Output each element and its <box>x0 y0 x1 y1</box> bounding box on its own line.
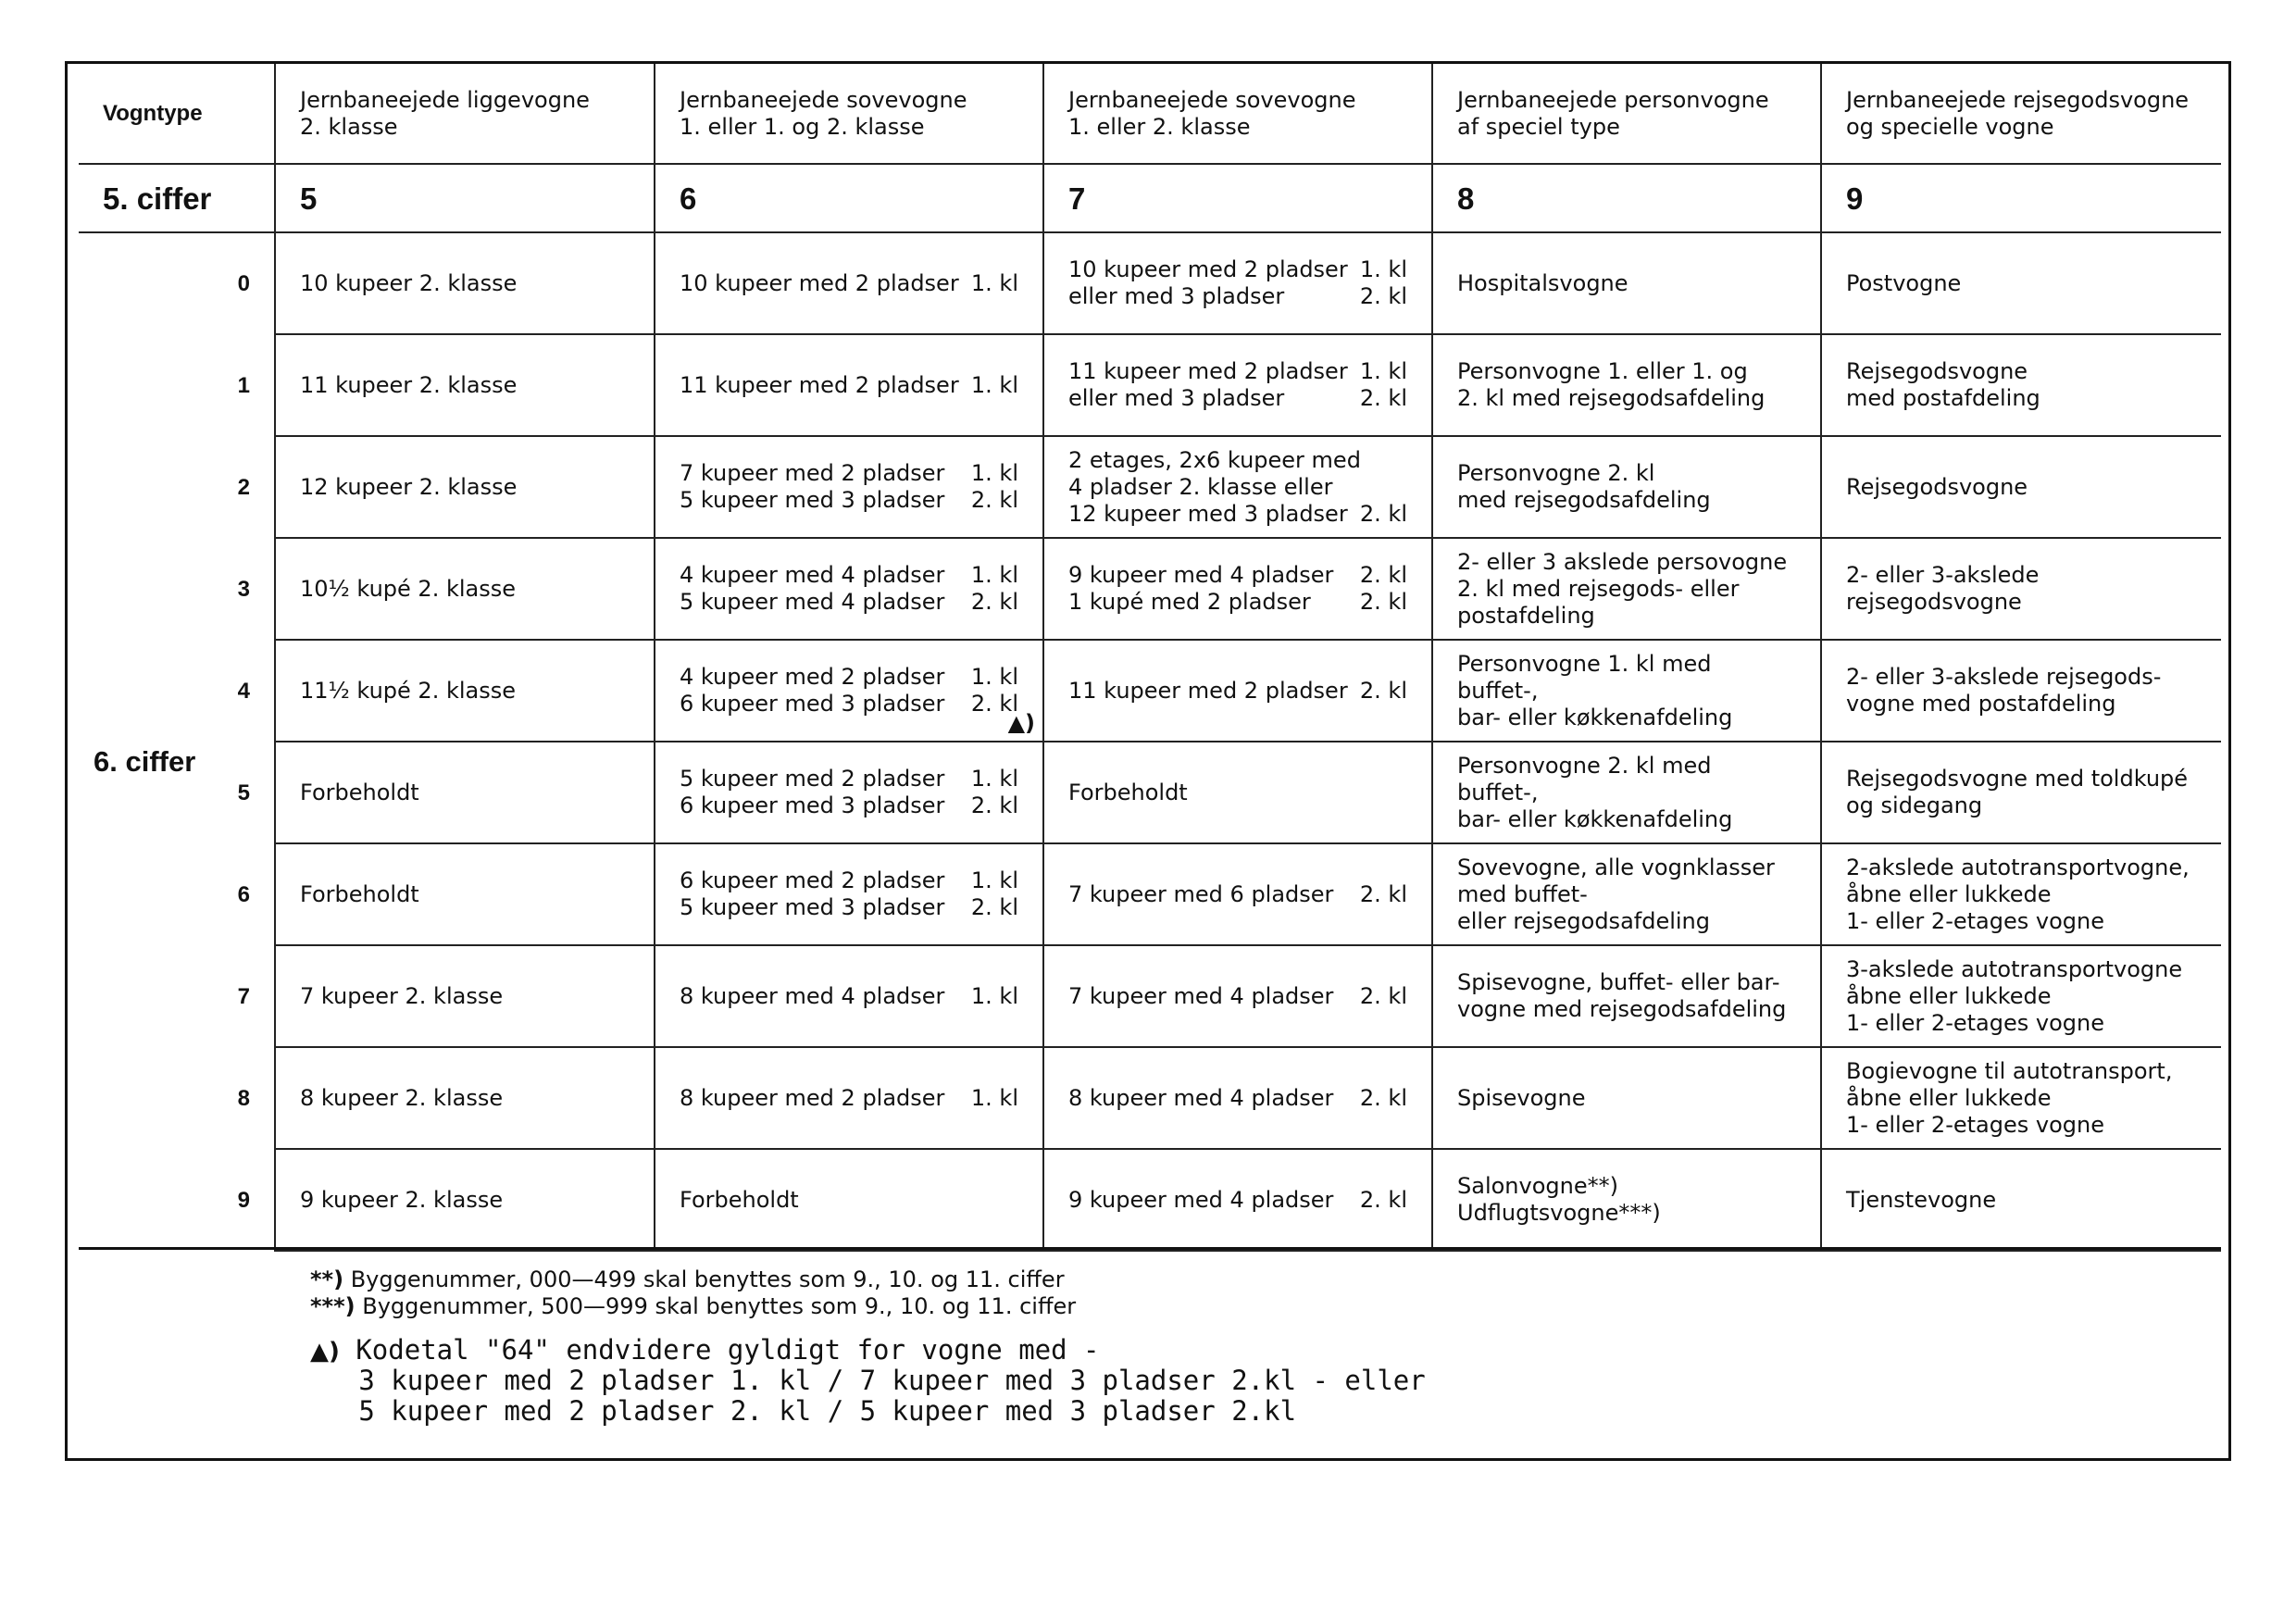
cell-line <box>1846 1010 2197 1037</box>
table-cell <box>1821 334 2221 436</box>
cell-text: 6 kupeer med 3 pladser <box>680 792 945 818</box>
table-row <box>79 640 2221 742</box>
cell-text: 5 kupeer med 3 pladser <box>680 894 945 920</box>
cell-line <box>1068 562 1407 589</box>
cell-line <box>680 589 1018 616</box>
table-cell <box>655 742 1043 843</box>
cell-line <box>1068 678 1407 705</box>
cell-line <box>1068 1187 1407 1214</box>
cell-class: 2. kl <box>1359 1084 1407 1111</box>
cell-line <box>1846 908 2197 935</box>
table-cell <box>655 1149 1043 1251</box>
table-cell <box>655 843 1043 945</box>
cell-class: 1. kl <box>970 269 1018 296</box>
table-cell <box>1821 1149 2221 1251</box>
cell-line <box>1457 549 1796 576</box>
cell-text: 10 kupeer med 2 pladser <box>680 269 959 296</box>
cell-line <box>1068 283 1407 310</box>
cell-line <box>300 881 630 908</box>
cell-text: 7 kupeer med 4 pladser <box>1068 982 1334 1009</box>
cell-text: Postvogne <box>1846 269 1962 296</box>
table-cell <box>1432 640 1821 742</box>
cell-class: 2. kl <box>970 691 1018 717</box>
cell-text: Forbeholdt <box>300 779 419 805</box>
cell-line <box>1457 1085 1796 1112</box>
cell-line <box>1457 1173 1796 1200</box>
cell-text: Tjenstevogne <box>1846 1186 1997 1213</box>
cell-line <box>1457 487 1796 514</box>
cell-line <box>1846 881 2197 908</box>
cell-text: eller rejsegodsafdeling <box>1457 907 1710 934</box>
cell-line <box>680 691 1018 717</box>
cell-line <box>1846 1085 2197 1112</box>
cell-line <box>1846 358 2197 385</box>
cell-text: 9 kupeer 2. klasse <box>300 1186 504 1213</box>
header-col-8: Jernbaneejede personvogne af speciel type <box>1432 64 1821 164</box>
cell-line <box>1068 474 1407 501</box>
cell-text: 4 kupeer med 2 pladser <box>680 664 945 690</box>
cell-line <box>300 983 630 1010</box>
table-cell <box>1821 232 2221 334</box>
cell-class: 2. kl <box>1359 385 1407 411</box>
table-cell <box>1043 742 1432 843</box>
fifth-digit-value: 9 <box>1821 164 2221 232</box>
cell-text: med rejsegodsafdeling <box>1457 487 1711 513</box>
cell-text: Personvogne 1. kl med buffet-, <box>1457 650 1712 704</box>
cell-text: 1- eller 2-etages vogne <box>1846 1009 2104 1036</box>
cell-text: 9 kupeer med 4 pladser <box>1068 562 1334 588</box>
cell-text: Personvogne 2. kl <box>1457 460 1655 486</box>
cell-line <box>300 474 630 501</box>
sixth-digit-value: 7 <box>79 945 275 1047</box>
table-cell <box>1821 538 2221 640</box>
cell-line <box>1457 705 1796 731</box>
cell-text: 6 kupeer med 2 pladser <box>680 867 945 893</box>
table-cell <box>1821 640 2221 742</box>
cell-text: 10½ kupé 2. klasse <box>300 575 517 602</box>
cell-line <box>680 562 1018 589</box>
cell-line <box>300 780 630 806</box>
table-cell <box>1432 945 1821 1047</box>
table-cell <box>1043 538 1432 640</box>
cell-text: bar- eller køkkenafdeling <box>1457 704 1733 730</box>
table-row <box>79 843 2221 945</box>
sixth-digit-value: 0 <box>79 232 275 334</box>
table-cell <box>1043 436 1432 538</box>
header-row <box>79 64 2221 164</box>
table-cell <box>655 232 1043 334</box>
cell-line <box>1457 651 1796 705</box>
cell-line <box>1068 501 1407 528</box>
sixth-digit-value: 3 <box>79 538 275 640</box>
cell-text: Spisevogne <box>1457 1084 1586 1111</box>
cell-class: 1. kl <box>970 371 1018 398</box>
cell-line <box>1846 855 2197 881</box>
cell-line <box>680 894 1018 921</box>
cell-text: 4 pladser 2. klasse eller <box>1068 473 1333 500</box>
cell-line <box>300 372 630 399</box>
fifth-digit-row <box>79 164 2221 232</box>
cell-line <box>1846 270 2197 297</box>
table-row <box>79 1047 2221 1149</box>
table-cell <box>655 640 1043 742</box>
cell-line <box>1068 983 1407 1010</box>
cell-line <box>1846 691 2197 717</box>
header-col-6: Jernbaneejede sovevogne 1. eller 1. og 2. klasse <box>655 64 1043 164</box>
cell-text: åbne eller lukkede <box>1846 982 2052 1009</box>
cell-text: 12 kupeer med 3 pladser <box>1068 500 1348 527</box>
table-row <box>79 945 2221 1047</box>
cell-text: 5 kupeer med 3 pladser <box>680 487 945 513</box>
table-row <box>79 1149 2221 1251</box>
table-cell <box>275 232 655 334</box>
cell-line <box>1457 1200 1796 1227</box>
cell-line <box>1457 603 1796 630</box>
cell-text: 7 kupeer med 6 pladser <box>1068 880 1334 907</box>
cell-line <box>1846 983 2197 1010</box>
cell-class: 1. kl <box>970 867 1018 893</box>
cell-line <box>680 792 1018 819</box>
cell-class: 1. kl <box>970 664 1018 690</box>
cell-line <box>1846 792 2197 819</box>
cell-text: Rejsegodsvogne <box>1846 358 2028 384</box>
cell-text: eller med 3 pladser <box>1068 385 1285 411</box>
cell-line <box>1068 256 1407 283</box>
cell-class: 2. kl <box>1359 1186 1407 1213</box>
sixth-digit-value: 9 <box>79 1149 275 1251</box>
footnote-3-mark: ▲) <box>310 1338 340 1366</box>
cell-class: 2. kl <box>1359 283 1407 309</box>
table-cell <box>1043 945 1432 1047</box>
fifth-digit-value: 7 <box>1043 164 1432 232</box>
cell-text: 2- eller 3 akslede persovogne <box>1457 548 1788 575</box>
cell-text: 8 kupeer 2. klasse <box>300 1084 504 1111</box>
cell-text: 2- eller 3-akslede rejsegods- <box>1846 664 2162 690</box>
vehicle-code-table <box>79 64 2221 1252</box>
cell-text: rejsegodsvogne <box>1846 589 2022 615</box>
cell-text: Udflugtsvogne***) <box>1457 1200 1661 1226</box>
header-col-5: Jernbaneejede liggevogne 2. klasse <box>275 64 655 164</box>
cell-line <box>680 487 1018 514</box>
cell-text: 2. kl med rejsegodsafdeling <box>1457 385 1766 411</box>
cell-class: 1. kl <box>970 766 1018 792</box>
cell-text: Salonvogne**) <box>1457 1173 1618 1199</box>
sixth-digit-value: 6 <box>79 843 275 945</box>
cell-line <box>300 1187 630 1214</box>
fifth-digit-value: 8 <box>1432 164 1821 232</box>
cell-text: åbne eller lukkede <box>1846 880 2052 907</box>
cell-text: 1 kupé med 2 pladser <box>1068 589 1311 615</box>
cell-text: Hospitalsvogne <box>1457 269 1628 296</box>
table-cell <box>1821 843 2221 945</box>
table-cell <box>275 1047 655 1149</box>
table-cell <box>275 334 655 436</box>
cell-text: 2-akslede autotransportvogne, <box>1846 854 2190 880</box>
cell-class: 2. kl <box>1359 500 1407 527</box>
table-cell <box>655 436 1043 538</box>
sixth-digit-value: 1 <box>79 334 275 436</box>
table-row <box>79 232 2221 334</box>
cell-line <box>300 576 630 603</box>
table-cell <box>1432 843 1821 945</box>
cell-line <box>1457 385 1796 412</box>
cell-text: med buffet- <box>1457 880 1588 907</box>
cell-class: 2. kl <box>1359 677 1407 704</box>
cell-class: 2. kl <box>970 487 1018 513</box>
cell-text: 7 kupeer med 2 pladser <box>680 460 945 486</box>
table-cell <box>655 538 1043 640</box>
cell-text: 10 kupeer 2. klasse <box>300 269 518 296</box>
cell-text: 11 kupeer med 2 pladser <box>1068 358 1348 384</box>
table-cell <box>1821 436 2221 538</box>
cell-text: Spisevogne, buffet- eller bar- <box>1457 969 1780 995</box>
table-cell <box>275 1149 655 1251</box>
cell-class: 2. kl <box>970 792 1018 818</box>
footnote-2-mark: ***) <box>310 1293 356 1319</box>
cell-line <box>1457 969 1796 996</box>
cell-text: Rejsegodsvogne med toldkupé <box>1846 766 2189 792</box>
cell-class: 2. kl <box>1359 982 1407 1009</box>
footnote-1-mark: **) <box>310 1266 344 1292</box>
cell-line <box>680 664 1018 691</box>
cell-text: Rejsegodsvogne <box>1846 473 2028 500</box>
cell-line <box>1457 806 1796 833</box>
table-row <box>79 334 2221 436</box>
cell-class: 2. kl <box>970 894 1018 920</box>
cell-text: 2- eller 3-akslede <box>1846 562 2040 588</box>
table-cell <box>655 1047 1043 1149</box>
cell-class: 1. kl <box>1359 358 1407 384</box>
cell-text: 11 kupeer med 2 pladser <box>1068 677 1348 704</box>
cell-line <box>1846 956 2197 983</box>
table-cell <box>1043 843 1432 945</box>
footnote-1 <box>310 1266 1065 1293</box>
cell-line <box>1068 881 1407 908</box>
fifth-digit-value: 6 <box>655 164 1043 232</box>
cell-text: 11 kupeer 2. klasse <box>300 371 518 398</box>
fifth-digit-value: 5 <box>275 164 655 232</box>
cell-text: med postafdeling <box>1846 385 2040 411</box>
cell-class: 2. kl <box>970 589 1018 615</box>
cell-text: Sovevogne, alle vognklasser <box>1457 854 1775 880</box>
cell-text: 8 kupeer med 4 pladser <box>680 982 945 1009</box>
footnote-2-text: Byggenummer, 500—999 skal benyttes som 9., 10. og 11. ciffer <box>355 1293 1077 1319</box>
table-cell <box>275 843 655 945</box>
cell-line <box>1457 460 1796 487</box>
footnote-3-line-3: 5 kupeer med 2 pladser 2. kl / 5 kupeer med 3 pladser 2.kl <box>310 1395 1297 1427</box>
cell-line <box>1846 1058 2197 1085</box>
cell-text: 10 kupeer med 2 pladser <box>1068 256 1348 282</box>
cell-text: vogne med rejsegodsafdeling <box>1457 996 1787 1022</box>
cell-text: vogne med postafdeling <box>1846 691 2116 717</box>
cell-text: eller med 3 pladser <box>1068 283 1285 309</box>
table-cell <box>1821 1047 2221 1149</box>
cell-text: 2 etages, 2x6 kupeer med <box>1068 446 1361 473</box>
cell-text: 12 kupeer 2. klasse <box>300 473 518 500</box>
table-cell <box>1432 232 1821 334</box>
cell-line <box>1457 576 1796 603</box>
cell-text: 8 kupeer med 4 pladser <box>1068 1084 1334 1111</box>
cell-line <box>680 372 1018 399</box>
cell-line <box>680 1085 1018 1112</box>
cell-line <box>1068 385 1407 412</box>
table-cell <box>1432 334 1821 436</box>
cell-text: postafdeling <box>1457 602 1595 629</box>
table-row <box>79 538 2221 640</box>
table-cell <box>1821 742 2221 843</box>
table-cell <box>275 538 655 640</box>
footnote-3-line-1 <box>310 1335 1100 1367</box>
cell-text: Forbeholdt <box>300 880 419 907</box>
cell-line <box>1457 753 1796 806</box>
cell-class: 2. kl <box>1359 880 1407 907</box>
table-cell <box>275 436 655 538</box>
cell-line <box>1457 358 1796 385</box>
sixth-digit-label: 6. ciffer <box>94 745 196 778</box>
table-cell <box>1043 640 1432 742</box>
cell-text: bar- eller køkkenafdeling <box>1457 805 1733 832</box>
cell-text: Bogievogne til autotransport, <box>1846 1057 2173 1084</box>
cell-text: 3-akslede autotransportvogne <box>1846 955 2183 982</box>
cell-text: 1- eller 2-etages vogne <box>1846 1111 2104 1138</box>
cell-class: 1. kl <box>1359 256 1407 282</box>
cell-class: 1. kl <box>970 562 1018 588</box>
cell-text: 5 kupeer med 4 pladser <box>680 589 945 615</box>
table-cell <box>1432 436 1821 538</box>
table-cell <box>1432 1149 1821 1251</box>
sixth-digit-value: 4 <box>79 640 275 742</box>
fifth-digit-label: 5. ciffer <box>79 164 275 232</box>
cell-line <box>1846 766 2197 792</box>
table-cell <box>275 742 655 843</box>
table-cell <box>1043 1149 1432 1251</box>
footnotes <box>79 1247 2221 1460</box>
cell-text: 7 kupeer 2. klasse <box>300 982 504 1009</box>
table-cell <box>1432 1047 1821 1149</box>
table-cell <box>1043 1047 1432 1149</box>
table-cell <box>655 334 1043 436</box>
cell-class: 2. kl <box>1359 589 1407 615</box>
cell-text: 6 kupeer med 3 pladser <box>680 691 945 717</box>
cell-line <box>1457 270 1796 297</box>
cell-line <box>680 270 1018 297</box>
cell-line <box>1068 447 1407 474</box>
footnote-1-text: Byggenummer, 000—499 skal benyttes som 9., 10. og 11. ciffer <box>343 1266 1065 1292</box>
triangle-marker: ▲) <box>1007 710 1035 736</box>
cell-line <box>1846 1187 2197 1214</box>
cell-line <box>1068 589 1407 616</box>
cell-text: Personvogne 1. eller 1. og <box>1457 358 1748 384</box>
cell-line <box>680 867 1018 894</box>
footnote-3-text: Kodetal "64" endvidere gyldigt for vogne med - <box>339 1334 1100 1366</box>
table-cell <box>1432 538 1821 640</box>
sixth-digit-value: 5 <box>79 742 275 843</box>
cell-line <box>1457 996 1796 1023</box>
cell-line <box>1068 1085 1407 1112</box>
table-row <box>79 436 2221 538</box>
cell-line <box>1457 908 1796 935</box>
cell-line <box>1846 474 2197 501</box>
cell-line <box>1846 589 2197 616</box>
table-row <box>79 742 2221 843</box>
cell-text: 2. kl med rejsegods- eller <box>1457 575 1740 602</box>
cell-line <box>680 983 1018 1010</box>
table-cell <box>275 945 655 1047</box>
cell-text: åbne eller lukkede <box>1846 1084 2052 1111</box>
cell-class: 2. kl <box>1359 562 1407 588</box>
table-cell <box>1821 945 2221 1047</box>
cell-line <box>680 1187 1018 1214</box>
header-col-9: Jernbaneejede rejsegodsvogne og specielle vogne <box>1821 64 2221 164</box>
vogntype-label: Vogntype <box>79 64 275 164</box>
cell-text: 1- eller 2-etages vogne <box>1846 907 2104 934</box>
footnote-2 <box>310 1293 1076 1320</box>
cell-text: og sidegang <box>1846 792 1983 818</box>
table-cell <box>275 640 655 742</box>
cell-line <box>1846 1112 2197 1139</box>
cell-class: 1. kl <box>970 982 1018 1009</box>
cell-line <box>1846 385 2197 412</box>
cell-line <box>1068 780 1407 806</box>
cell-class: 1. kl <box>970 460 1018 486</box>
code-table-sheet <box>65 61 2231 1461</box>
cell-text: 9 kupeer med 4 pladser <box>1068 1186 1334 1213</box>
cell-line <box>300 1085 630 1112</box>
cell-text: 4 kupeer med 4 pladser <box>680 562 945 588</box>
sixth-digit-value: 8 <box>79 1047 275 1149</box>
table-cell <box>655 945 1043 1047</box>
cell-text: Forbeholdt <box>680 1186 799 1213</box>
footnote-3-line-2: 3 kupeer med 2 pladser 1. kl / 7 kupeer med 3 pladser 2.kl - eller <box>310 1365 1426 1396</box>
cell-text: 11 kupeer med 2 pladser <box>680 371 959 398</box>
cell-text: 8 kupeer med 2 pladser <box>680 1084 945 1111</box>
table-cell <box>1432 742 1821 843</box>
cell-line <box>680 460 1018 487</box>
cell-line <box>300 678 630 705</box>
header-col-7: Jernbaneejede sovevogne 1. eller 2. klasse <box>1043 64 1432 164</box>
cell-text: 5 kupeer med 2 pladser <box>680 766 945 792</box>
cell-line <box>680 766 1018 792</box>
cell-line <box>1846 562 2197 589</box>
table-cell <box>1043 232 1432 334</box>
cell-class: 1. kl <box>970 1084 1018 1111</box>
cell-line <box>1846 664 2197 691</box>
cell-line <box>1457 855 1796 881</box>
cell-text: Personvogne 2. kl med buffet-, <box>1457 752 1712 805</box>
cell-line <box>1068 358 1407 385</box>
cell-text: Forbeholdt <box>1068 779 1188 805</box>
cell-text: 11½ kupé 2. klasse <box>300 677 517 704</box>
cell-line <box>1457 881 1796 908</box>
cell-line <box>300 270 630 297</box>
sixth-digit-value: 2 <box>79 436 275 538</box>
table-cell <box>1043 334 1432 436</box>
